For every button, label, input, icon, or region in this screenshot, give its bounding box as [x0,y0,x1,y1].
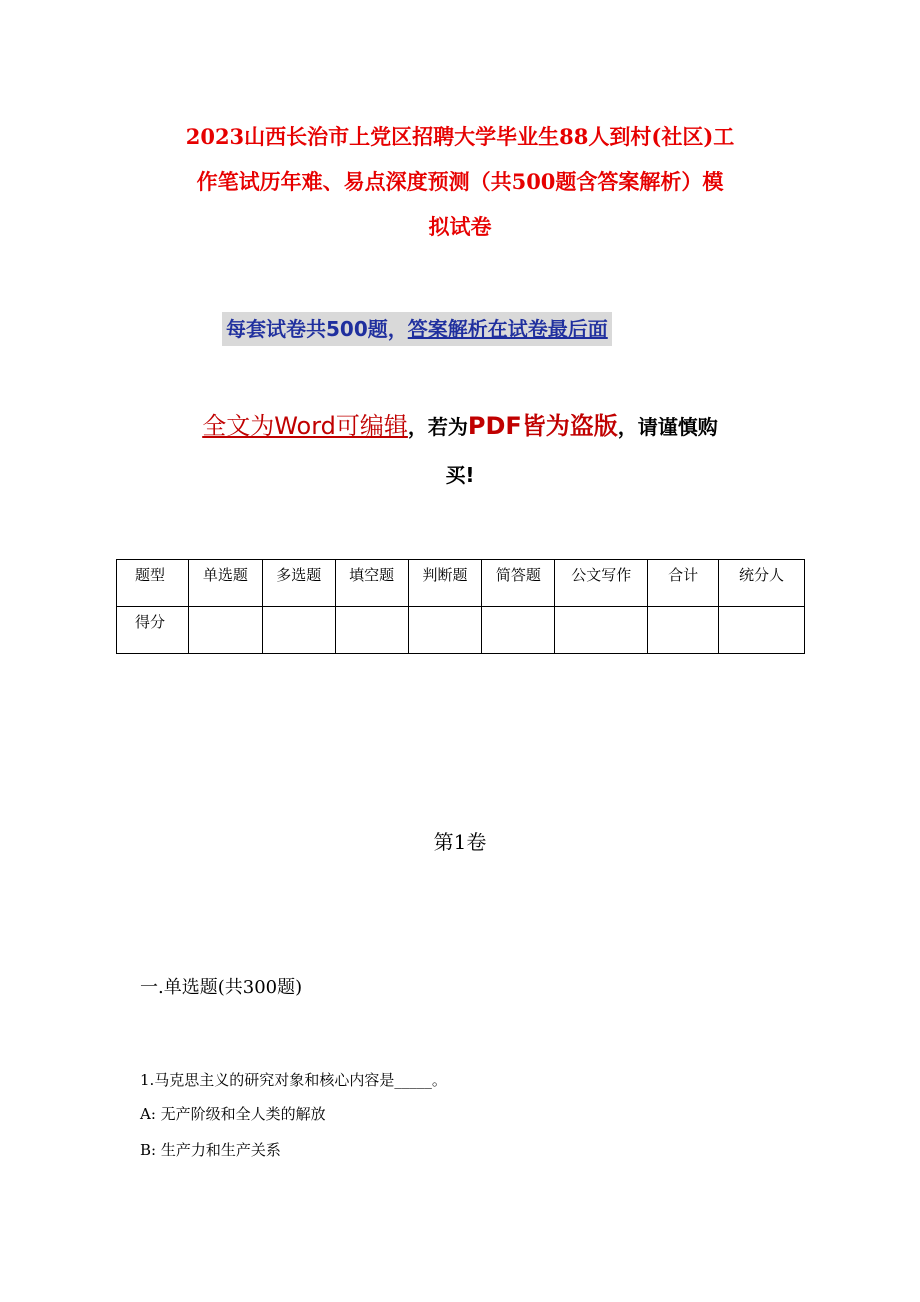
title-line-2: 作笔试历年难、易点深度预测（共500题含答案解析）模 [196,169,724,194]
score-table [116,559,805,654]
notice-pdf-pirated: PDF皆为盗版 [467,412,618,440]
notice-word-editable: 全文为Word可编辑 [202,412,408,440]
subtitle-banner [222,312,612,346]
volume-title: 第1卷 [433,830,487,854]
score-cell [188,607,262,654]
table-header-cell: 简答题 [482,560,555,607]
question-option-a: A: 无产阶级和全人类的解放 [140,1105,326,1123]
score-row-label: 得分 [117,607,189,654]
piracy-notice [150,402,770,499]
score-cell [262,607,335,654]
score-cell [648,607,719,654]
table-header-cell: 单选题 [188,560,262,607]
notice-text-3: 买! [445,463,475,487]
subtitle-part-2: 答案解析在试卷最后面 [407,317,608,341]
document-title [120,114,800,249]
title-line-1: 2023山西长治市上党区招聘大学毕业生88人到村(社区)工 [185,124,735,149]
score-cell [555,607,648,654]
subtitle-part-1: 每套试卷共500题， [226,317,408,341]
table-header-cell: 判断题 [408,560,482,607]
table-header-cell: 公文写作 [555,560,648,607]
table-header-cell: 填空题 [335,560,408,607]
question-option-b: B: 生产力和生产关系 [140,1141,281,1159]
score-table-score-row [117,607,805,654]
score-cell [408,607,482,654]
score-cell [719,607,805,654]
notice-text-2: ，请谨慎购 [617,415,718,439]
title-line-3: 拟试卷 [428,214,492,239]
table-header-cell: 题型 [117,560,189,607]
score-table-header-row [117,560,805,607]
notice-text-1: ，若为 [407,415,468,439]
score-cell [482,607,555,654]
table-header-cell: 统分人 [719,560,805,607]
question-stem: 1.马克思主义的研究对象和核心内容是_____。 [140,1071,447,1089]
table-header-cell: 多选题 [262,560,335,607]
section-title: 一.单选题(共300题) [140,977,303,998]
table-header-cell: 合计 [648,560,719,607]
score-cell [335,607,408,654]
